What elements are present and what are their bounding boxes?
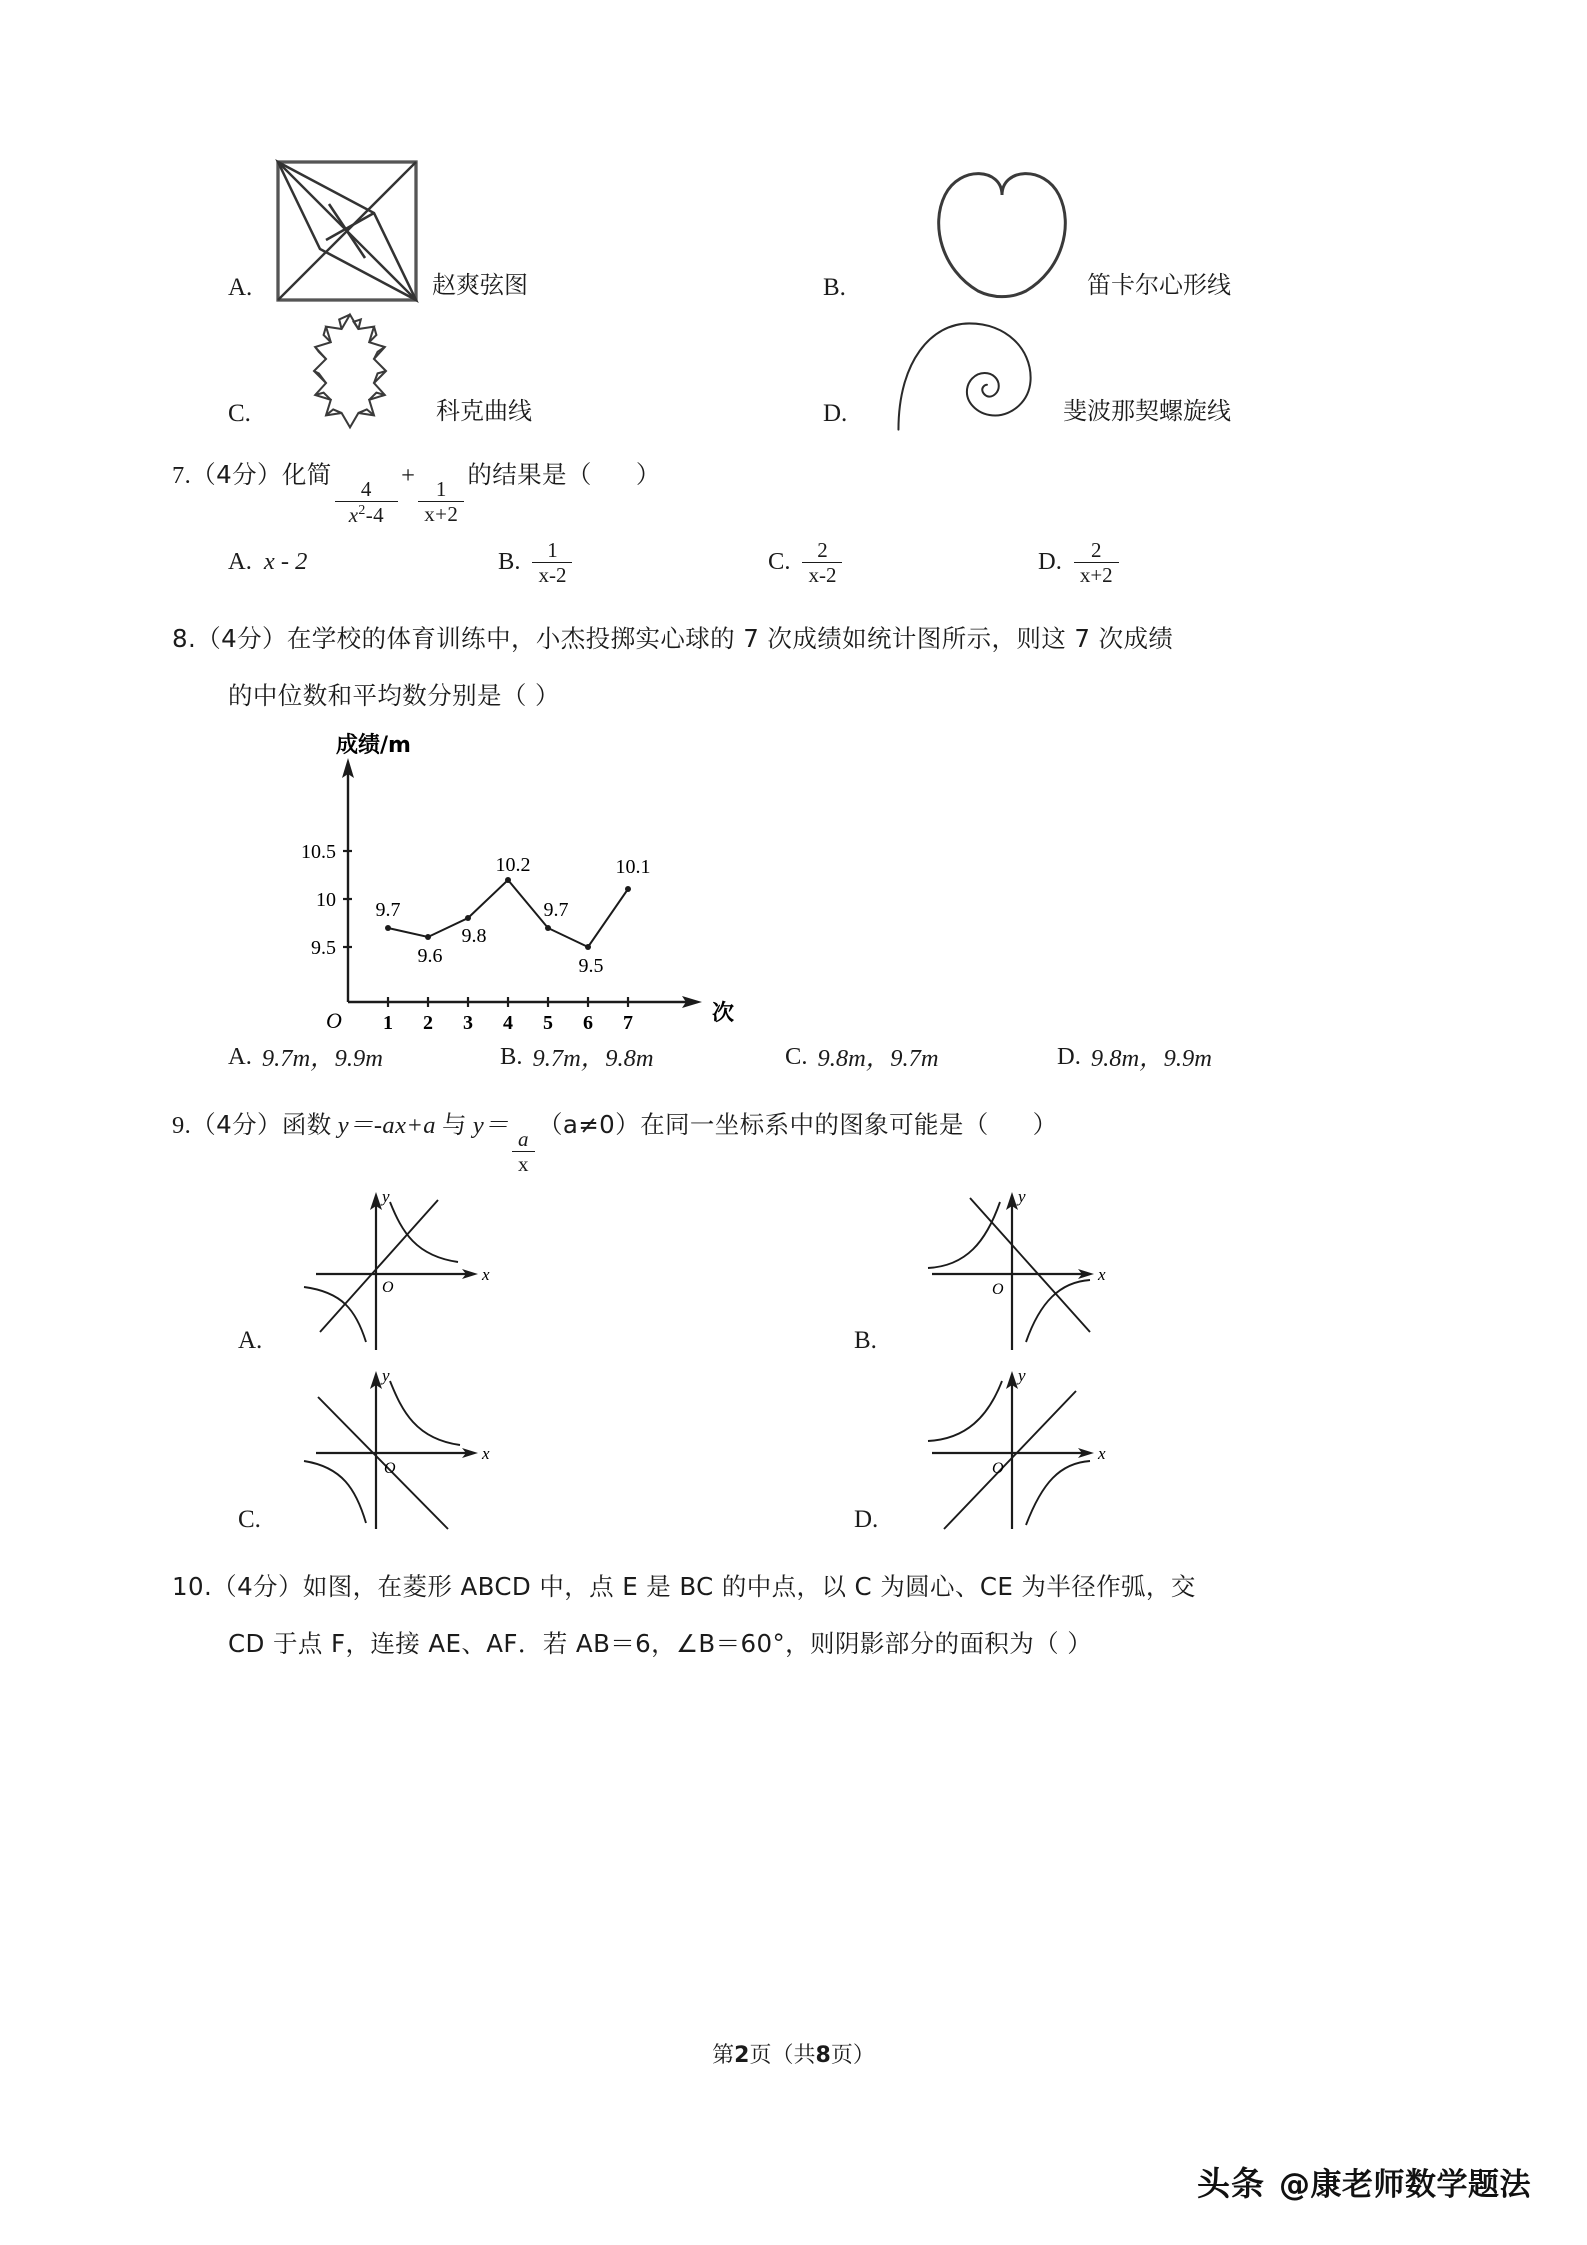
chart-point-label-6: 9.5 [578, 955, 604, 978]
option-label: C. [768, 548, 791, 576]
fraction-numerator: 2 [1091, 537, 1102, 562]
option-label: D. [1038, 548, 1062, 576]
chart-xtick-label-5: 5 [543, 1012, 553, 1033]
question-9-text-1: 函数 [281, 1110, 332, 1140]
option-c-caption: 科克曲线 [436, 397, 532, 425]
svg-text:x: x [482, 1443, 490, 1463]
question-9-option-b[interactable] [798, 1182, 1414, 1357]
question-7-stem-before: 化简 [281, 460, 332, 489]
question-7-option-c[interactable] [768, 539, 1038, 587]
question-7-fraction-1 [335, 478, 398, 527]
question-8-number: 8. [172, 624, 197, 654]
question-8-options [228, 1039, 1418, 1074]
question-8-text: 在学校的体育训练中，小杰投掷实心球的 7 次成绩如统计图所示，则这 7 次成绩 [286, 624, 1174, 654]
option-c-koch[interactable] [228, 310, 823, 432]
fraction-denominator: x-2 [532, 562, 572, 586]
option-a-zhaoshuang[interactable] [228, 156, 823, 306]
fraction-numerator: a [518, 1127, 529, 1152]
question-7-options [228, 539, 1418, 587]
question-9-stem [172, 1096, 1418, 1176]
graph-d-icon [914, 1361, 1114, 1536]
question-10-score: （4分） [212, 1571, 303, 1601]
option-a-caption: 赵爽弦图 [432, 271, 528, 299]
question-7-fraction-2 [418, 478, 464, 526]
graph-b-icon [914, 1182, 1114, 1357]
chart-xtick-label-3: 3 [463, 1012, 473, 1033]
chart-point-label-1: 9.7 [375, 899, 401, 922]
svg-text:y: y [1018, 1365, 1026, 1385]
option-label: D. [854, 1505, 879, 1533]
question-8 [172, 610, 1418, 1074]
chart-xtick-label-2: 2 [423, 1012, 433, 1033]
svg-text:y: y [382, 1365, 390, 1385]
footer-mid: 页（共 [749, 2043, 816, 2068]
fraction-denominator: x+2 [1074, 562, 1119, 586]
zhaoshuang-chord-diagram-icon [272, 156, 422, 306]
question-8-option-d[interactable] [1057, 1039, 1212, 1074]
option-c-label: C. [228, 400, 251, 427]
question-10-number: 10. [172, 1571, 213, 1601]
svg-text:O: O [992, 1459, 1004, 1477]
watermark-logo: 头条 [1197, 2164, 1265, 2203]
option-value: 9.8m，9.7m [817, 1045, 939, 1073]
chart-svg [288, 732, 758, 1032]
chart-ytick-label-3: 10.5 [301, 841, 336, 864]
option-d-fibonacci[interactable] [823, 314, 1418, 432]
question-9-option-d[interactable] [798, 1361, 1414, 1536]
question-7-option-b[interactable] [498, 539, 768, 587]
statistics-line-chart [288, 732, 1418, 1037]
question-7 [172, 446, 1418, 587]
chart-x-axis-label: 次 [712, 1001, 735, 1027]
fraction-numerator: 2 [817, 537, 828, 562]
option-d-caption: 斐波那契螺旋线 [1063, 397, 1231, 425]
footer-prefix: 第 [712, 2043, 735, 2068]
option-value: x - 2 [263, 548, 308, 576]
option-label: A. [228, 1042, 252, 1070]
chart-ytick-label-1: 9.5 [311, 937, 336, 960]
question-9-number: 9. [172, 1112, 192, 1140]
chart-origin-label: O [326, 1008, 342, 1033]
chart-point-label-2: 9.6 [417, 945, 443, 968]
question-9-text-3: （a≠0）在同一坐标系中的图象可能是（ [537, 1110, 989, 1140]
question-9-score: （4分） [191, 1110, 282, 1140]
fibonacci-spiral-icon [881, 314, 1041, 432]
question-10-stem-line-1 [172, 1558, 1418, 1615]
option-label: C. [785, 1042, 808, 1070]
option-label: C. [238, 1505, 261, 1533]
fraction-numerator: 1 [547, 537, 558, 562]
question-9-paren-close: ） [1032, 1110, 1058, 1140]
question-9-equation-2-fraction [512, 1128, 535, 1176]
page-footer [0, 2038, 1587, 2069]
option-label: D. [1057, 1042, 1081, 1070]
graph-c-icon [298, 1361, 498, 1536]
option-b-caption: 笛卡尔心形线 [1087, 271, 1231, 299]
fraction-denominator: $x^2-4$ [335, 501, 398, 526]
option-label: B. [854, 1326, 877, 1354]
option-fraction [1074, 539, 1119, 587]
chart-xtick-label-7: 7 [623, 1012, 633, 1033]
chart-y-axis-label: 成绩/m [336, 733, 411, 759]
watermark [1197, 2158, 1531, 2205]
question-8-stem-line-1 [172, 610, 1418, 667]
fraction-denominator: x [512, 1151, 535, 1175]
chart-point-label-3: 9.8 [461, 925, 487, 948]
question-7-stem [172, 446, 1418, 527]
cardioid-curve-icon [927, 156, 1077, 306]
option-fraction [532, 539, 572, 587]
chart-point-label-5: 9.7 [543, 899, 569, 922]
option-value: 9.8m，9.9m [1090, 1045, 1212, 1073]
svg-text:y: y [1018, 1186, 1026, 1206]
option-b-cardioid[interactable] [823, 156, 1418, 306]
question-9-options-row-2 [228, 1361, 1418, 1536]
question6-options-row-2 [228, 306, 1418, 432]
page-content [172, 120, 1418, 1672]
svg-text:O: O [384, 1459, 396, 1477]
question-9-equation-1: y＝-ax+a [337, 1112, 436, 1140]
question-7-option-d[interactable] [1038, 539, 1122, 587]
question-7-number: 7. [172, 462, 192, 489]
chart-xtick-label-4: 4 [503, 1012, 513, 1033]
option-label: B. [500, 1042, 523, 1070]
fraction-numerator: 4 [360, 477, 372, 502]
fraction-denominator: x+2 [418, 501, 464, 525]
question-7-plus: + [401, 462, 416, 489]
option-d-label: D. [823, 400, 848, 427]
svg-text:x: x [482, 1264, 490, 1284]
fraction-denominator: x-2 [802, 562, 842, 586]
question-8-score: （4分） [196, 624, 287, 654]
koch-snowflake-curve-icon [290, 310, 410, 432]
question-10-text-1: 如图，在菱形 ABCD 中，点 E 是 BC 的中点，以 C 为圆心、CE 为半径作弧，交 [302, 1571, 1196, 1601]
question-8-stem-line-2 [228, 667, 1418, 724]
chart-ytick-label-2: 10 [316, 889, 336, 912]
chart-point-label-7: 10.1 [615, 856, 651, 879]
svg-text:O: O [382, 1278, 394, 1296]
question-7-stem-after: 的结果是（ [467, 460, 592, 489]
option-value: 9.7m，9.9m [261, 1045, 383, 1073]
question-9-equation-2-lead: y＝ [472, 1112, 510, 1140]
svg-text:x: x [1098, 1264, 1106, 1284]
option-fraction [802, 539, 842, 587]
fraction-numerator: 1 [435, 477, 447, 502]
question-9-text-2: 与 [441, 1110, 467, 1140]
svg-text:O: O [992, 1280, 1004, 1298]
svg-text:x: x [1098, 1443, 1106, 1463]
option-label: A. [238, 1326, 263, 1354]
footer-page-number: 2 [734, 2043, 750, 2068]
svg-text:y: y [382, 1186, 390, 1206]
question-7-score: （4分） [191, 460, 282, 489]
option-value: 9.7m，9.8m [532, 1045, 654, 1073]
question6-options-row-1 [228, 120, 1418, 306]
footer-page-total: 8 [815, 2043, 831, 2068]
chart-data-line [388, 880, 628, 947]
question-9 [172, 1096, 1418, 1536]
option-b-label: B. [823, 274, 846, 301]
chart-point-label-4: 10.2 [495, 854, 531, 877]
question-9-options-row-1 [228, 1182, 1418, 1357]
question-7-option-a[interactable] [228, 548, 498, 576]
option-label: A. [228, 548, 252, 576]
chart-xtick-label-6: 6 [583, 1012, 593, 1033]
option-label: B. [498, 548, 521, 576]
question-9-option-a[interactable] [228, 1182, 798, 1357]
question-8-text-2: 的中位数和平均数分别是（ ） [228, 681, 560, 711]
watermark-handle: @康老师数学题法 [1279, 2167, 1531, 2203]
question-8-option-c[interactable] [785, 1039, 1057, 1074]
question-10-text-2: CD 于点 F，连接 AE、AF．若 AB＝6，∠B＝60°，则阴影部分的面积为（ ） [228, 1628, 1093, 1658]
question-10 [172, 1558, 1418, 1672]
graph-a-icon [298, 1182, 498, 1357]
question-9-option-c[interactable] [228, 1361, 798, 1536]
chart-xtick-label-1: 1 [383, 1012, 393, 1033]
option-a-label: A. [228, 274, 253, 301]
question-8-option-b[interactable] [500, 1039, 785, 1074]
footer-suffix: 页） [830, 2043, 875, 2068]
question-10-stem-line-2 [228, 1615, 1418, 1672]
question-8-option-a[interactable] [228, 1039, 500, 1074]
question-7-paren-close: ） [635, 460, 661, 489]
